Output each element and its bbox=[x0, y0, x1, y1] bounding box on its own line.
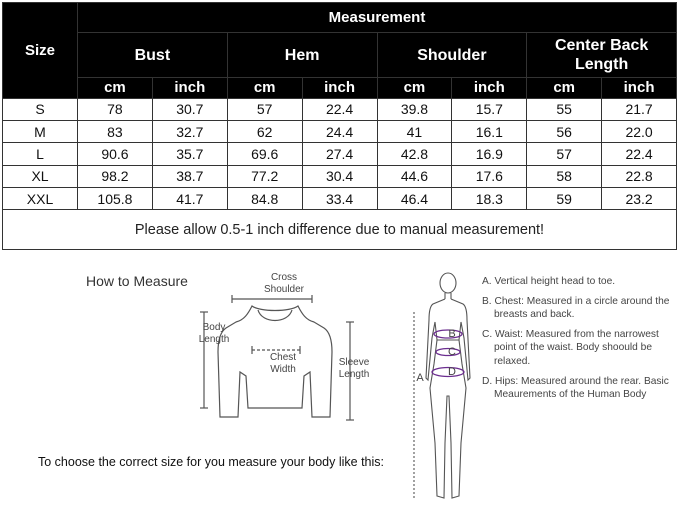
letter-b: B bbox=[448, 328, 456, 340]
value-cell: 38.7 bbox=[152, 165, 227, 187]
value-cell: 30.4 bbox=[302, 165, 377, 187]
value-cell: 56 bbox=[527, 120, 602, 142]
table-row bbox=[3, 120, 677, 142]
value-cell: 77.2 bbox=[227, 165, 302, 187]
value-cell: 46.4 bbox=[377, 187, 452, 209]
size-cell: XL bbox=[3, 165, 78, 187]
value-cell: 57 bbox=[227, 98, 302, 120]
value-cell: 18.3 bbox=[452, 187, 527, 209]
value-cell: 32.7 bbox=[152, 120, 227, 142]
measurement-note: Please allow 0.5-1 inch difference due to manual measurement! bbox=[3, 210, 677, 250]
value-cell: 57 bbox=[527, 143, 602, 165]
body-length-label: Body Length bbox=[198, 322, 230, 345]
value-cell: 41.7 bbox=[152, 187, 227, 209]
value-cell: 22.4 bbox=[302, 98, 377, 120]
value-cell: 44.6 bbox=[377, 165, 452, 187]
unit-header: inch bbox=[452, 78, 527, 98]
table-row bbox=[3, 165, 677, 187]
size-cell: XXL bbox=[3, 187, 78, 209]
note-hips: D. Hips: Measured around the rear. Basic Meaurements of the Human Body bbox=[482, 375, 669, 401]
value-cell: 15.7 bbox=[452, 98, 527, 120]
size-cell: L bbox=[3, 143, 78, 165]
group-center-back-length: Center Back Length bbox=[527, 33, 677, 78]
value-cell: 90.6 bbox=[78, 143, 153, 165]
chest-width-label: Chest Width bbox=[269, 352, 297, 375]
note-chest: B. Chest: Measured in a circle around the breasts and back. bbox=[482, 295, 670, 321]
value-cell: 22.4 bbox=[602, 143, 677, 165]
value-cell: 17.6 bbox=[452, 165, 527, 187]
value-cell: 24.4 bbox=[302, 120, 377, 142]
group-hem: Hem bbox=[227, 33, 377, 78]
body-figure-diagram bbox=[408, 268, 483, 506]
table-row bbox=[3, 187, 677, 209]
value-cell: 42.8 bbox=[377, 143, 452, 165]
size-cell: S bbox=[3, 98, 78, 120]
group-shoulder: Shoulder bbox=[377, 33, 527, 78]
size-header: Size bbox=[3, 3, 78, 99]
value-cell: 55 bbox=[527, 98, 602, 120]
unit-header: cm bbox=[527, 78, 602, 98]
note-height: A. Vertical height head to toe. bbox=[482, 276, 616, 287]
size-cell: M bbox=[3, 120, 78, 142]
measurement-notes bbox=[482, 275, 677, 408]
note-waist: C. Waist: Measured from the narrowest point of the waist. Body shoould be relaxed. bbox=[482, 328, 659, 367]
value-cell: 16.1 bbox=[452, 120, 527, 142]
unit-header: inch bbox=[602, 78, 677, 98]
choose-size-instruction: To choose the correct size for you measure your body like this: bbox=[38, 455, 384, 469]
letter-d: D bbox=[448, 366, 456, 378]
value-cell: 105.8 bbox=[78, 187, 153, 209]
value-cell: 59 bbox=[527, 187, 602, 209]
letter-a: A bbox=[416, 372, 424, 384]
value-cell: 39.8 bbox=[377, 98, 452, 120]
value-cell: 33.4 bbox=[302, 187, 377, 209]
value-cell: 78 bbox=[78, 98, 153, 120]
value-cell: 83 bbox=[78, 120, 153, 142]
value-cell: 30.7 bbox=[152, 98, 227, 120]
value-cell: 62 bbox=[227, 120, 302, 142]
letter-c: C bbox=[448, 346, 456, 358]
value-cell: 35.7 bbox=[152, 143, 227, 165]
measurement-title: Measurement bbox=[78, 3, 677, 33]
group-bust: Bust bbox=[78, 33, 228, 78]
how-to-measure-heading: How to Measure bbox=[86, 273, 188, 289]
value-cell: 84.8 bbox=[227, 187, 302, 209]
value-cell: 16.9 bbox=[452, 143, 527, 165]
value-cell: 58 bbox=[527, 165, 602, 187]
cross-shoulder-label: Cross Shoulder bbox=[263, 272, 305, 295]
value-cell: 69.6 bbox=[227, 143, 302, 165]
value-cell: 27.4 bbox=[302, 143, 377, 165]
sleeve-length-label: Sleeve Length bbox=[338, 357, 370, 380]
table-row bbox=[3, 143, 677, 165]
unit-header: cm bbox=[377, 78, 452, 98]
unit-header: cm bbox=[78, 78, 153, 98]
size-chart-table bbox=[2, 2, 677, 250]
value-cell: 22.8 bbox=[602, 165, 677, 187]
value-cell: 41 bbox=[377, 120, 452, 142]
value-cell: 21.7 bbox=[602, 98, 677, 120]
value-cell: 22.0 bbox=[602, 120, 677, 142]
table-row bbox=[3, 98, 677, 120]
value-cell: 23.2 bbox=[602, 187, 677, 209]
unit-header: cm bbox=[227, 78, 302, 98]
unit-header: inch bbox=[152, 78, 227, 98]
unit-header: inch bbox=[302, 78, 377, 98]
value-cell: 98.2 bbox=[78, 165, 153, 187]
